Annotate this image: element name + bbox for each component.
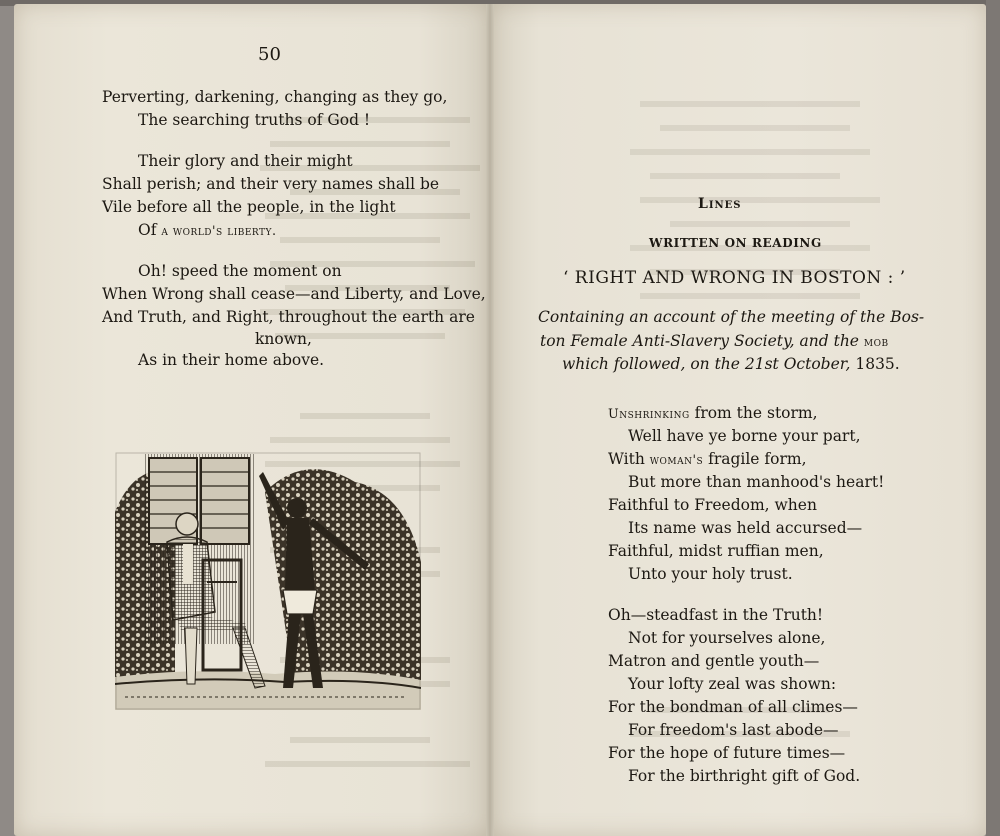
subtitle-line <box>562 355 962 373</box>
poem-line: Their glory and their might <box>138 152 353 170</box>
subtitle-text: ton Female Anti-Slavery Society, and the <box>540 332 859 350</box>
poem-heading: Lines <box>698 196 742 212</box>
poem-line: Faithful, midst ruffian men, <box>608 542 824 560</box>
poem-line: And Truth, and Right, throughout the earth are <box>102 308 475 326</box>
poem-line <box>608 450 807 468</box>
poem-line: Its name was held accursed— <box>628 519 863 537</box>
poem-line: Perverting, darkening, changing as they go, <box>102 88 448 106</box>
smallcaps-word: mob <box>863 334 889 349</box>
smallcaps-phrase: a world's liberty. <box>161 223 277 238</box>
poem-word: Of <box>138 221 157 239</box>
poem-line: For freedom's last abode— <box>628 721 839 739</box>
subtitle-line: Containing an account of the meeting of the Bos- <box>538 308 925 326</box>
poem-line: Oh! speed the moment on <box>138 262 342 280</box>
poem-line: As in their home above. <box>138 351 325 369</box>
poem-title: ‘ RIGHT AND WRONG IN BOSTON : ’ <box>563 268 906 288</box>
poem-line: When Wrong shall cease—and Liberty, and Love, <box>102 285 486 303</box>
poem-line: But more than manhood's heart! <box>628 473 885 491</box>
poem-line: known, <box>255 330 312 348</box>
poem-line: Faithful to Freedom, when <box>608 496 817 514</box>
poem-line: Shall perish; and their very names shall be <box>102 175 440 193</box>
poem-text: fragile form, <box>703 450 807 468</box>
poem-line: Oh—steadfast in the Truth! <box>608 606 824 624</box>
poem-line: Your lofty zeal was shown: <box>628 675 837 693</box>
woodcut-illustration <box>115 452 421 710</box>
poem-line <box>138 221 277 239</box>
poem-line: The searching truths of God ! <box>138 111 371 129</box>
poem-text: from the storm, <box>689 404 818 422</box>
poem-line: For the bondman of all climes— <box>608 698 858 716</box>
subtitle-text: which followed, on the 21st October, <box>562 355 851 373</box>
poem-line: Well have ye borne your part, <box>628 427 861 445</box>
poem-line: Vile before all the people, in the light <box>102 198 396 216</box>
poem-line: For the birthright gift of God. <box>628 767 861 785</box>
poem-line: Unto your holy trust. <box>628 565 793 583</box>
scan-right-edge <box>986 0 1000 836</box>
smallcaps-word: Unshrinking <box>608 406 690 421</box>
page-number: 50 <box>258 44 281 65</box>
book-gutter <box>486 4 494 836</box>
poem-line: For the hope of future times— <box>608 744 846 762</box>
poem-line <box>608 404 818 422</box>
poem-subheading: WRITTEN ON READING <box>649 236 822 250</box>
poem-line: Matron and gentle youth— <box>608 652 820 670</box>
subtitle-line <box>540 332 940 350</box>
poem-text: With <box>608 450 650 468</box>
smallcaps-word: woman's <box>649 452 704 467</box>
subtitle-year: 1835. <box>855 355 900 373</box>
poem-line: Not for yourselves alone, <box>628 629 826 647</box>
